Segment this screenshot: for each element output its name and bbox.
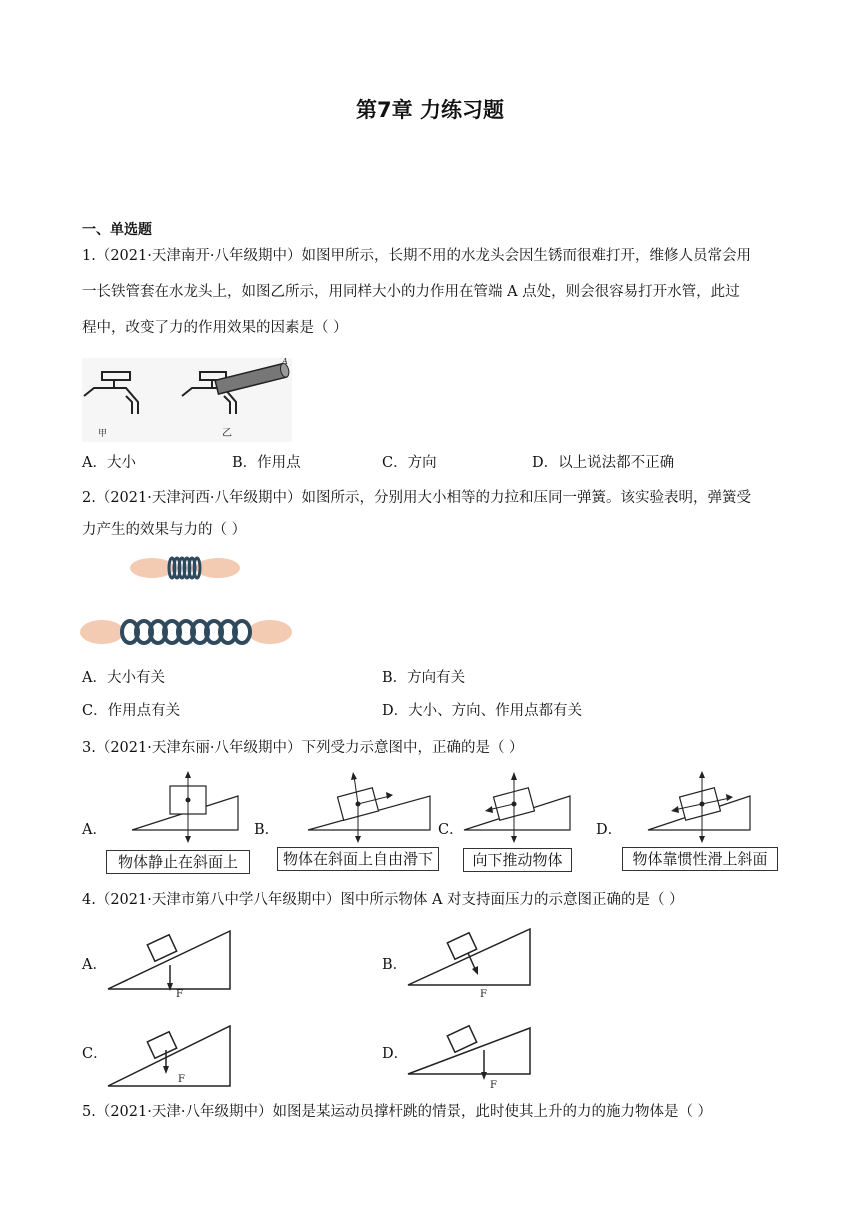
q3-letter-a: A． bbox=[82, 822, 107, 838]
q3-caption-d: 物体靠惯性滑上斜面 bbox=[622, 847, 778, 871]
q4-b-force-label: F bbox=[480, 989, 487, 1000]
q2-option-d: D．大小、方向、作用点都有关 bbox=[382, 703, 583, 719]
q3-caption-c: 向下推动物体 bbox=[463, 848, 572, 872]
q3-caption-a: 物体静止在斜面上 bbox=[106, 850, 250, 874]
q2-option-a: A．大小有关 bbox=[82, 670, 165, 686]
q5-line1: 5.（2021·天津·八年级期中）如图是某运动员撑杆跳的情景，此时使其上升的力的施力物体是（ ） bbox=[82, 1104, 713, 1120]
fig-label-a: A bbox=[282, 357, 288, 366]
fig-label-jia: 甲 bbox=[98, 429, 108, 439]
q4-d-force-label: F bbox=[490, 1080, 497, 1091]
q2-line1: 2.（2021·天津河西·八年级期中）如图所示，分别用大小相等的力拉和压同一弹簧。该实验表明，弹簧受 bbox=[82, 490, 751, 506]
section-heading: 一、单选题 bbox=[82, 222, 152, 238]
q4-letter-c: C． bbox=[82, 1046, 108, 1062]
q3-diagram-c bbox=[462, 770, 572, 846]
q4-letter-d: D． bbox=[382, 1046, 409, 1062]
q1-option-b: B．作用点 bbox=[232, 455, 301, 471]
spring-compressed bbox=[169, 558, 200, 578]
q3-letter-d: D． bbox=[596, 822, 623, 838]
q4-letter-a: A． bbox=[82, 957, 107, 973]
q3-letter-b: B． bbox=[254, 822, 280, 838]
q2-option-b: B．方向有关 bbox=[382, 670, 466, 686]
q3-caption-b: 物体在斜面上自由滑下 bbox=[277, 847, 439, 871]
q4-diagram-d bbox=[406, 1022, 532, 1096]
q2-option-c: C．作用点有关 bbox=[82, 703, 181, 719]
q1-option-d: D．以上说法都不正确 bbox=[532, 455, 675, 471]
q1-line2: 一长铁管套在水龙头上，如图乙所示，用同样大小的力作用在管端 A 点处，则会很容易打开水管，此过 bbox=[82, 284, 740, 300]
q1-line3: 程中，改变了力的作用效果的因素是（ ） bbox=[82, 320, 348, 336]
q4-diagram-c bbox=[106, 1022, 232, 1096]
page-title: 第7章 力练习题 bbox=[356, 98, 504, 122]
q1-option-a: A．大小 bbox=[82, 455, 136, 471]
q1-faucet-figure bbox=[82, 358, 292, 442]
spring-stretched bbox=[122, 621, 250, 643]
q1-line1: 1.（2021·天津南开·八年级期中）如图甲所示，长期不用的水龙头会因生锈而很难打开，维修人员常会用 bbox=[82, 248, 751, 264]
q2-line2: 力产生的效果与力的（ ） bbox=[82, 522, 247, 538]
q4-line1: 4.（2021·天津市第八中学八年级期中）图中所示物体 A 对支持面压力的示意图正确的是（ ） bbox=[82, 892, 684, 908]
fig-label-yi: 乙 bbox=[222, 428, 232, 439]
q4-a-force-label: F bbox=[176, 989, 183, 1000]
q3-diagram-b bbox=[306, 770, 432, 846]
q3-diagram-a bbox=[130, 770, 240, 846]
q3-diagram-d bbox=[646, 770, 756, 846]
q4-diagram-a bbox=[106, 925, 232, 999]
q4-c-force-label: F bbox=[178, 1074, 185, 1085]
q3-line1: 3.（2021·天津东丽·八年级期中）下列受力示意图中，正确的是（ ） bbox=[82, 740, 524, 756]
q1-option-c: C．方向 bbox=[382, 455, 437, 471]
q4-diagram-b bbox=[406, 925, 532, 999]
q2-spring-figure bbox=[82, 546, 292, 658]
q3-letter-c: C． bbox=[438, 822, 464, 838]
q4-letter-b: B． bbox=[382, 957, 408, 973]
